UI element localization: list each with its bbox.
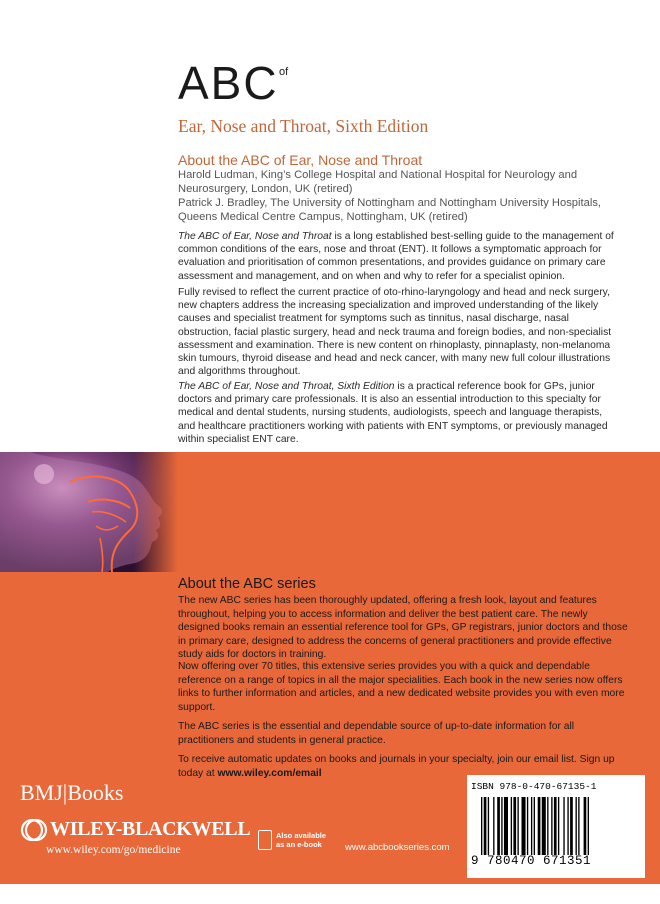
barcode-bar	[527, 797, 528, 855]
barcode-bar	[576, 797, 577, 855]
bmj-books-logo: BMJ|Books	[20, 780, 124, 805]
barcode-bars	[481, 797, 639, 855]
about-series-title: About the ABC series	[178, 576, 316, 592]
author-bradley: Patrick J. Bradley, The University of Nottingham and Nottingham University Hospitals, Queens Medical Centre Campus, Nottingham, UK (retired)	[178, 197, 602, 223]
series-para-2: Now offering over 70 titles, this extensive series provides you with a quick and dependable reference on a range of topics in all the major specialities. Each book in the new series now offers links to further information and articles, and a new dedicated website provides you with even more support.	[178, 661, 625, 713]
barcode-bar	[513, 797, 516, 855]
wiley-blackwell-text: WILEY-BLACKWELL	[50, 818, 251, 840]
wiley-blackwell-logo	[20, 818, 251, 844]
book-title-italic: The ABC of Ear, Nose and Throat	[178, 231, 332, 242]
barcode-numbers: 9 780470 671351	[471, 854, 592, 868]
author-ludman: Harold Ludman, King’s College Hospital and National Hospital for Neurology and Neurosurgery, London, UK (retired)	[178, 169, 578, 195]
series-para-3: The ABC series is the essential and dependable source of up-to-date information for all practitioners and students in general practice.	[178, 721, 575, 746]
book-title-italic: The ABC of Ear, Nose and Throat, Sixth Edition	[178, 381, 395, 392]
book-description-para-3: The ABC of Ear, Nose and Throat, Sixth Edition is a practical reference book for GPs, junior doctors and primary care professionals. It is also an essential introduction to this specialty for medical and dental students, nursing students, audiologists, speech and language therapists, and healthcare practitioners working with patients with ENT symptoms, or previously managed within specialist ENT care.	[178, 381, 608, 445]
series-para-1: The new ABC series has been thoroughly updated, offering a fresh look, layout and features throughout, helping you to access information and deliver the best patient care. The newly designed books remain an essential reference tool for GPs, GP registrars, junior doctors and those in primary care, designed to address the concerns of general practitioners and provide effective study aids for doctors in training.	[178, 595, 628, 661]
barcode-bar	[547, 797, 548, 855]
barcode-bar	[481, 797, 482, 855]
barcode-bar	[588, 797, 589, 855]
head-anatomy-illustration	[0, 452, 178, 572]
barcode-bar	[538, 797, 541, 855]
barcode-bar	[542, 797, 546, 855]
wiley-mark-icon	[20, 818, 48, 842]
barcode-bar	[522, 797, 526, 855]
barcode-bar	[531, 797, 532, 855]
abc-series-url[interactable]: www.abcbookseries.com	[345, 842, 450, 853]
barcode-bar	[567, 797, 568, 855]
ebook-badge: Also available as an e-book	[258, 830, 320, 854]
book-description-para-2: Fully revised to reflect the current practice of oto-rhino-laryngology and head and neck surgery, new chapters address the increasing specialization and improved understanding of the likely causes and specialist treatment for symptoms such as tinnitus, nasal discharge, nasal obstruction, facial plastic surgery, head and neck trauma and foreign bodies, and non-specialist assessment and examination. There is new content on rhinoplasty, pinnaplasty, non-melanoma skin tumours, thyroid disease and head and neck cancer, with many new full colour illustrations and algorithms throughout.	[178, 287, 612, 378]
barcode-bar	[504, 797, 508, 855]
barcode-panel	[467, 775, 645, 878]
book-subtitle: Ear, Nose and Throat, Sixth Edition	[178, 116, 429, 136]
barcode-bar	[497, 797, 500, 855]
barcode-bar	[578, 797, 579, 855]
bottom-white-strip	[0, 884, 660, 904]
about-book-title: About the ABC of Ear, Nose and Throat	[178, 152, 423, 168]
barcode-bar	[501, 797, 502, 855]
series-para-4: To receive automatic updates on books and journals in your specialty, join our email list. Sign up today at www.wiley.com/email	[178, 754, 615, 779]
abc-logo	[178, 58, 308, 108]
barcode-bar	[563, 797, 564, 855]
barcode-bar	[584, 797, 587, 855]
barcode-bar	[493, 797, 494, 855]
barcode-bar	[488, 797, 489, 855]
barcode-bar	[570, 797, 573, 855]
logo-abc-text: ABC	[178, 57, 279, 109]
barcode-bar	[551, 797, 552, 855]
barcode-bar	[558, 797, 559, 855]
barcode-bar	[511, 797, 512, 855]
logo-of-text: of	[279, 66, 289, 78]
barcode-bar	[554, 797, 557, 855]
isbn-text: ISBN 978-0-470-67135-1	[471, 781, 597, 792]
email-signup-link[interactable]: www.wiley.com/email	[217, 767, 322, 779]
barcode-bar	[484, 797, 487, 855]
barcode-bar	[534, 797, 535, 855]
ebook-icon	[258, 830, 272, 850]
wiley-url[interactable]: www.wiley.com/go/medicine	[46, 844, 181, 856]
barcode-bar	[517, 797, 518, 855]
book-description-para-1: The ABC of Ear, Nose and Throat is a long established best-selling guide to the management of common conditions of the ears, nose and throat (ENT). It follows a symptomatic approach for evaluation and prioritisation of common presentations, and provides guidance on primary care assessment and management, and on when and why to refer for a specialist opinion.	[178, 231, 614, 282]
